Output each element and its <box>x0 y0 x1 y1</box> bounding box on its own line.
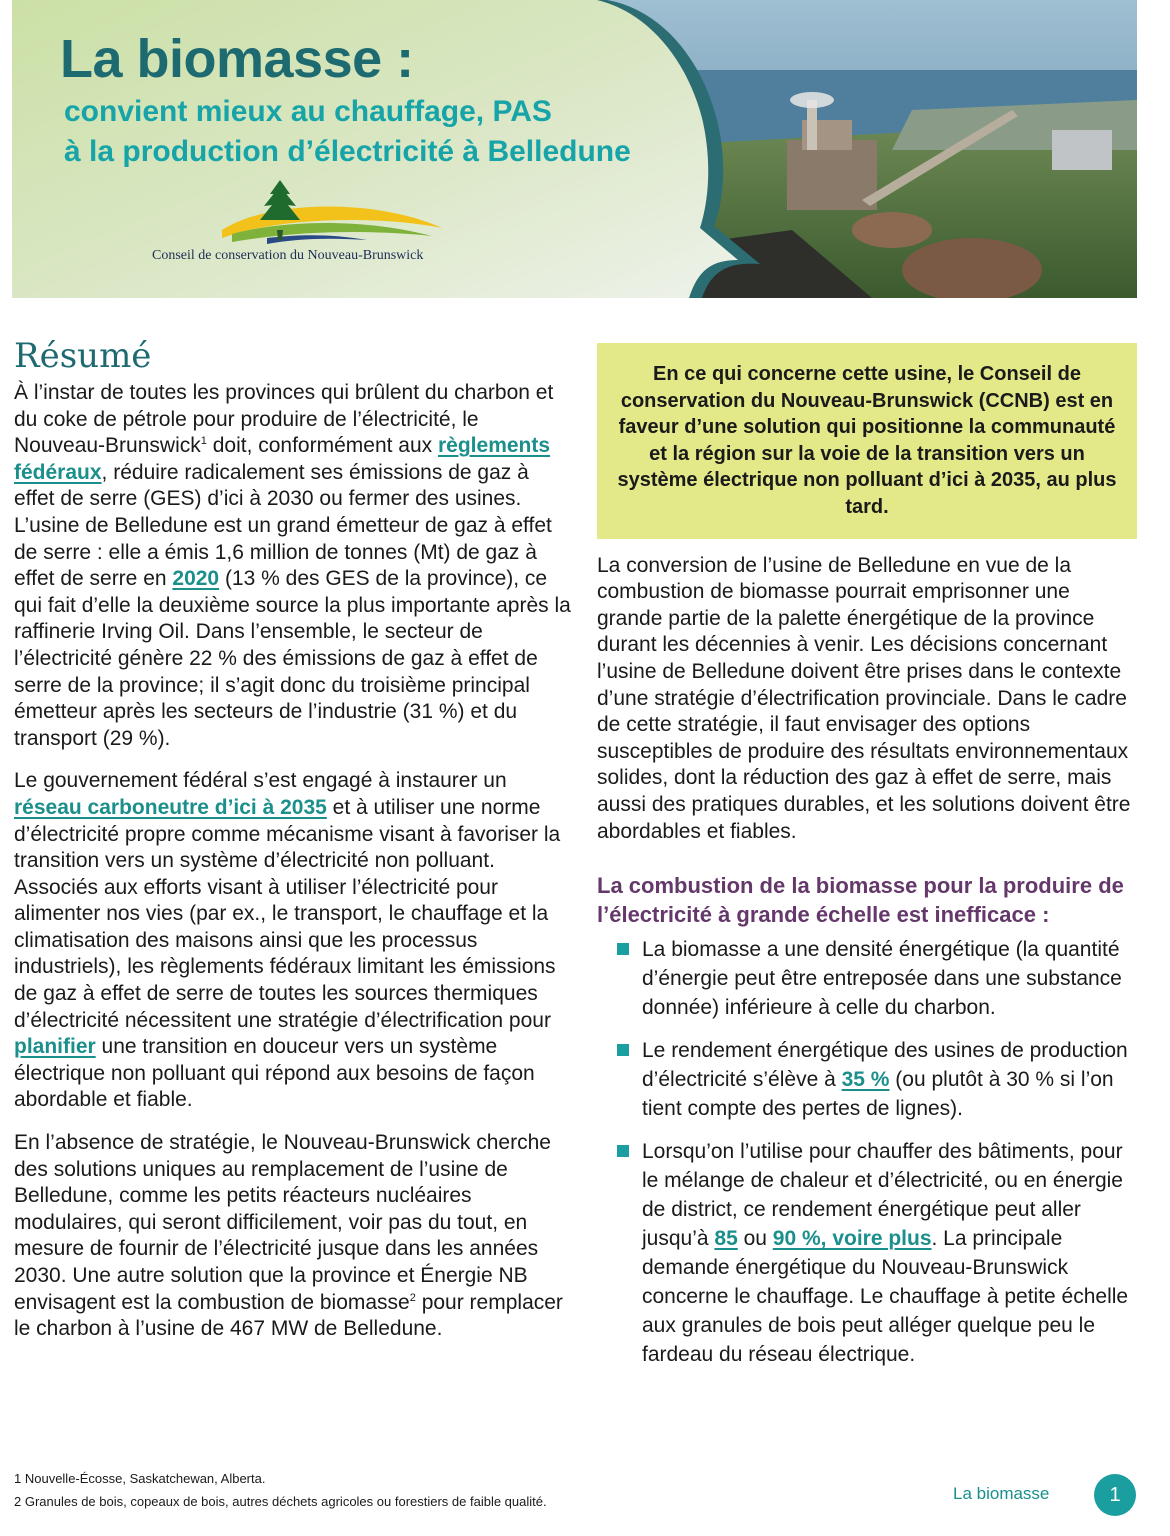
link-85[interactable]: 85 <box>714 1227 738 1251</box>
ccnb-logo <box>152 178 482 268</box>
text-run: . La principale demande énergétique du Nouveau-Brunswick concerne le chauffage. Le chauffage à petite échelle aux granules de bois peut alléger quelque peu le fardeau du réseau électrique. <box>642 1227 1129 1367</box>
page-subtitle-line2: à la production d’électricité à Belledune <box>64 135 631 168</box>
footnote-1: 1 Nouvelle-Écosse, Saskatchewan, Alberta. <box>14 1471 266 1486</box>
footer-label: La biomasse <box>953 1484 1050 1503</box>
list-item <box>597 1036 1137 1123</box>
highlight-callout: En ce qui concerne cette usine, le Conseil de conservation du Nouveau-Brunswick (CCNB) est en faveur d’une solution qui positionne la communauté et la région sur la voie de la transition vers un système électrique non polluant d’ici à 2035, au plus tard. <box>597 343 1137 539</box>
text-run: , réduire radicalement ses émissions de gaz à effet de serre (GES) d’ici à 2030 ou fermer des usines. L’usine de Belledune est un grand émetteur de gaz à effet de serre : elle a émis 1,6 million de tonnes (Mt) de gaz à effet de serre en <box>14 460 552 591</box>
text-run: et à utiliser une norme d’électricité propre comme mécanisme visant à favoriser la transition vers un système d’électricité non polluant. Associés aux efforts visant à utiliser l’électricité pour alimenter nos vies (par ex., le transport, le chauffage et la climatisation des maisons ainsi que les processus industriels), les règlements fédéraux limitant les émissions de gaz à effet de serre de toutes les sources thermiques d’électricité nécessitent une stratégie d’électrification pour <box>14 795 561 1032</box>
tree-landscape-logo-icon <box>152 178 482 248</box>
page-number-badge: 1 <box>1094 1474 1136 1516</box>
text-run: doit, conformément aux <box>206 434 438 458</box>
summary-paragraph-2 <box>14 768 574 1114</box>
text-run: La biomasse a une densité énergétique (la quantité d’énergie peut être entreposée dans une substance donnée) inférieure à celle du charbon. <box>642 938 1122 1020</box>
summary-heading: Résumé <box>14 336 152 376</box>
page-subtitle-line1: convient mieux au chauffage, PAS <box>64 95 552 128</box>
inefficiency-list <box>597 935 1137 1369</box>
link-reseau-carboneutre[interactable]: réseau carboneutre d’ici à 2035 <box>14 795 327 819</box>
footnote-2: 2 Granules de bois, copeaux de bois, autres déchets agricoles ou forestiers de faible qualité. <box>14 1494 547 1509</box>
link-35-percent[interactable]: 35 % <box>841 1068 890 1092</box>
link-reglements-federaux[interactable]: règlements fédéraux <box>14 434 551 484</box>
page-title: La biomasse : <box>60 29 414 89</box>
square-bullet-icon <box>617 943 629 955</box>
left-column <box>14 336 574 1359</box>
link-90-percent[interactable]: 90 %, voire plus <box>772 1227 932 1251</box>
text-run: une transition en douceur vers un système électrique non polluant qui répond aux besoins de façon abordable et fiable. <box>14 1035 535 1112</box>
link-planifier[interactable]: planifier <box>14 1035 96 1059</box>
text-run: Le rendement énergétique des usines de production d’électricité s’élève à <box>642 1039 1128 1092</box>
right-paragraph: La conversion de l’usine de Belledune en vue de la combustion de biomasse pourrait emprisonner une grande partie de la palette énergétique de la province durant les décennies à venir. Les décisions concernant l’usine de Belledune doivent être prises dans le contexte d’une stratégie d’électrification provinciale. Dans le cadre de cette stratégie, il faut envisager des options susceptibles de produire des résultats environnementaux solides, dont la réduction des gaz à effet de serre, mais aussi des pratiques durables, et les solutions doivent être abordables et fiables. <box>597 553 1131 843</box>
inefficiency-heading: La combustion de la biomasse pour la produire de l’électricité à grande échelle est inefficace : <box>597 873 1124 928</box>
text-run: ou <box>737 1227 773 1251</box>
text-run: À l’instar de toutes les provinces qui brûlent du charbon et du coke de pétrole pour produire de l’électricité, le Nouveau-Brunswick <box>14 381 554 458</box>
text-run: (13 % des GES de la province), ce qui fait d’elle la deuxième source la plus importante après la raffinerie Irving Oil. Dans l’ensemble, le secteur de l’électricité génère 22 % des émissions de gaz à effet de serre de la province; il s’agit donc du troisième principal émetteur après les secteurs de l’industrie (31 %) et du transport (29 %). <box>14 567 571 750</box>
link-2020[interactable]: 2020 <box>172 567 220 591</box>
list-item <box>597 1137 1137 1369</box>
square-bullet-icon <box>617 1145 629 1157</box>
footnote-ref-2: 2 <box>409 1291 416 1304</box>
text-run: (ou plutôt à 30 % si l’on tient compte des pertes de lignes). <box>642 1068 1114 1121</box>
right-column <box>597 343 1137 1383</box>
summary-paragraph-3 <box>14 1130 574 1343</box>
list-item <box>597 935 1137 1022</box>
text-run: Le gouvernement fédéral s’est engagé à instaurer un <box>14 769 507 793</box>
footnotes <box>14 1470 574 1516</box>
summary-paragraph-1 <box>14 380 574 752</box>
square-bullet-icon <box>617 1044 629 1056</box>
header-banner <box>12 0 1137 298</box>
text-run: Lorsqu’on l’utilise pour chauffer des bâtiments, pour le mélange de chaleur et d’électricité, ou en énergie de district, ce rendement énergétique peut aller jusqu’à <box>642 1140 1123 1251</box>
footnote-ref-1: 1 <box>200 435 207 448</box>
text-run: En l’absence de stratégie, le Nouveau-Brunswick cherche des solutions uniques au remplacement de l’usine de Belledune, comme les petits réacteurs nucléaires modulaires, qui seront difficilement, voir pas du tout, en mesure de fournir de l’électricité jusque dans les années 2030. Une autre solution que la province et Énergie NB envisagent est la combustion de biomasse <box>14 1131 551 1314</box>
text-run: pour remplacer le charbon à l’usine de 467 MW de Belledune. <box>14 1290 563 1341</box>
logo-text: Conseil de conservation du Nouveau-Brunswick <box>152 248 424 263</box>
